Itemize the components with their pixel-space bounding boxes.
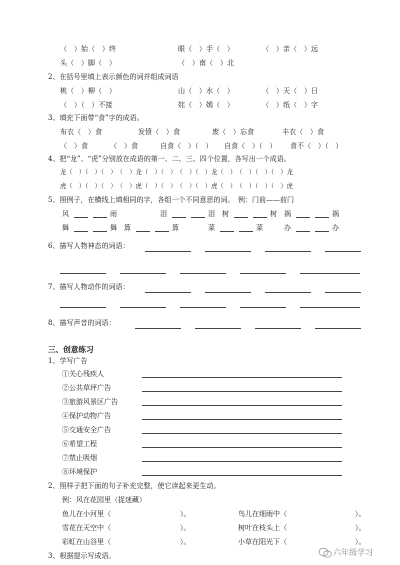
answer-line[interactable] <box>300 273 360 274</box>
sentence-end: ）。 <box>355 538 366 546</box>
blank[interactable] <box>296 231 310 232</box>
word-pair-char: 泪 <box>208 210 215 218</box>
question-6: 6、描写人物神态的词语： <box>48 242 130 250</box>
answer-line[interactable] <box>142 419 342 420</box>
sentence-stem: 鱼儿在小河里（ <box>62 510 111 518</box>
idiom-row-1c: （ ）亲（ ）远 <box>262 45 318 53</box>
word-pair-char: 祸 <box>284 210 291 218</box>
word-pair-char: 算 <box>124 224 131 232</box>
answer-line[interactable] <box>265 292 311 293</box>
color-row-2a: （ ）（ ）不接 <box>60 101 113 109</box>
answer-line[interactable] <box>325 292 361 293</box>
sentence-end: ）。 <box>180 510 191 518</box>
answer-line[interactable] <box>315 328 361 329</box>
food-idiom-4: 丰衣（ ）食 <box>282 128 324 136</box>
blank[interactable] <box>74 231 88 232</box>
sentence-stem: 鸟儿在细雨中（ <box>238 510 287 518</box>
answer-line[interactable] <box>120 307 166 308</box>
answer-line[interactable] <box>60 307 106 308</box>
answer-line[interactable] <box>240 273 286 274</box>
word-pair-char: 菜 <box>208 224 215 232</box>
word-pair-char: 泪 <box>160 210 167 218</box>
ad-topic: ⑦禁止吸烟 <box>62 454 97 462</box>
question-8: 8、描写声音的词语： <box>48 319 116 327</box>
watermark-text: 六年级学习 <box>333 548 373 557</box>
answer-line[interactable] <box>265 251 311 252</box>
color-row-1a: 桃（ ）柳（ ） <box>60 87 116 95</box>
answer-line[interactable] <box>300 307 360 308</box>
food-idiom-9: 食不（ ）（ ） <box>290 142 343 150</box>
food-idiom-8: 自食（ ）（ ） <box>224 142 277 150</box>
ad-topic: ①关心残疾人 <box>62 370 104 378</box>
section-3-title: 三、创意练习 <box>48 345 94 354</box>
answer-line[interactable] <box>205 292 251 293</box>
section-3-q2: 2、照样子把下面的句子补充完整，使它读起来更生动。 <box>48 482 221 490</box>
tiger-row: 虎（ ）（ ）（ ） （ ）虎（ ）（ ） （ ）（ ）虎（ ） （ ）（ ）（ ）虎 <box>60 183 293 190</box>
blank[interactable] <box>315 217 329 218</box>
blank[interactable] <box>93 217 107 218</box>
answer-line[interactable] <box>205 251 251 252</box>
food-idiom-2: 发愤（ ）食 <box>138 128 180 136</box>
word-pair-char: 祸 <box>332 210 339 218</box>
question-4: 4、把“龙”、“虎”分别放在成语的第一、二、三、四个位置，各写出一个成语。 <box>48 155 291 163</box>
blank[interactable] <box>93 231 107 232</box>
blank[interactable] <box>74 217 88 218</box>
answer-line[interactable] <box>60 273 106 274</box>
word-pair-char: 舞 <box>62 224 69 232</box>
blank[interactable] <box>191 217 205 218</box>
color-row-1b: 山（ ）水（ ） <box>178 87 234 95</box>
answer-line[interactable] <box>325 251 361 252</box>
color-row-2b: 姹（ ）嫣（ ） <box>178 101 234 109</box>
word-pair-char: 舞 <box>110 224 117 232</box>
answer-line[interactable] <box>180 307 226 308</box>
blank[interactable] <box>234 217 248 218</box>
answer-line[interactable] <box>142 391 342 392</box>
answer-line[interactable] <box>135 328 181 329</box>
ad-topic: ⑧环境保护 <box>62 468 97 476</box>
section-3-q1: 1、学写广告 <box>48 357 88 365</box>
food-idiom-3: 废（ ）忘食 <box>212 128 254 136</box>
sentence-end: ）。 <box>180 524 191 532</box>
sentence-stem: 小草在阳光下（ <box>238 538 287 546</box>
answer-line[interactable] <box>142 461 342 462</box>
word-pair-char: 算 <box>172 224 179 232</box>
dragon-row: 龙（ ）（ ）（ ） （ ）龙（ ）（ ） （ ）（ ）龙（ ） （ ）（ ）（ ）龙 <box>60 169 293 176</box>
answer-line[interactable] <box>145 292 191 293</box>
food-idiom-7: 自食（ ）（ ） <box>160 142 213 150</box>
question-3: 3、填充下面带“食”字的成语。 <box>48 114 144 122</box>
word-pair-char: 雨 <box>110 210 117 218</box>
answer-line[interactable] <box>142 447 342 448</box>
sentence-stem: 树叶在枝头上（ <box>238 524 287 532</box>
answer-line[interactable] <box>180 273 226 274</box>
color-row-1c: （ ）天（ ）日 <box>262 87 318 95</box>
ad-topic: ④保护动物广告 <box>62 412 111 420</box>
question-7: 7、描写人物动作的词语： <box>48 283 130 291</box>
idiom-row-2a: 头（ ）脚（ ） <box>60 59 116 67</box>
blank[interactable] <box>253 217 267 218</box>
blank[interactable] <box>296 217 310 218</box>
answer-line[interactable] <box>142 433 342 434</box>
answer-line[interactable] <box>145 251 191 252</box>
word-pair-char: 办 <box>332 224 339 232</box>
section-3-q3: 3、根据提示写成语。 <box>48 552 116 560</box>
food-idiom-6: （ ）食 <box>110 142 138 150</box>
blank[interactable] <box>239 231 253 232</box>
blank[interactable] <box>172 217 186 218</box>
sentence-stem: 雪花在天空中（ <box>62 524 111 532</box>
idiom-row-1b: 眼（ ）手（ ） <box>178 45 234 53</box>
word-pair-char: 办 <box>284 224 291 232</box>
ad-topic: ⑥希望工程 <box>62 440 97 448</box>
ad-topic: ③旅游风景区广告 <box>62 398 118 406</box>
blank[interactable] <box>136 231 150 232</box>
answer-line[interactable] <box>120 273 166 274</box>
idiom-row-2b: （ ）南（ ）北 <box>178 59 234 67</box>
example-sentence: 例：风在花园里（捉迷藏） <box>62 496 146 504</box>
answer-line[interactable] <box>142 475 342 476</box>
word-pair-char: 风 <box>62 210 69 218</box>
ad-topic: ②公共草坪广告 <box>62 384 111 392</box>
watermark-icon <box>318 547 332 561</box>
sentence-end: ）。 <box>355 510 366 518</box>
blank[interactable] <box>315 231 329 232</box>
food-idiom-5: （ ）食 <box>60 142 88 150</box>
ad-topic: ⑤交通安全广告 <box>62 426 111 434</box>
idiom-row-1a: （ ）始（ ）终 <box>60 45 116 53</box>
question-2: 2、在括号里填上表示颜色的词并组成词语 <box>48 73 179 81</box>
word-pair-char: 树 <box>270 210 277 218</box>
answer-line[interactable] <box>142 405 342 406</box>
answer-line[interactable] <box>195 328 241 329</box>
sentence-stem: 彩虹在山谷里（ <box>62 538 111 546</box>
blank[interactable] <box>155 231 169 232</box>
blank[interactable] <box>220 231 234 232</box>
word-pair-char: 菜 <box>256 224 263 232</box>
answer-line[interactable] <box>142 377 342 378</box>
color-row-2c: （ ）纸（ ）字 <box>262 101 318 109</box>
question-5: 5、照例子，在横线上填相同的字，各组一个不同意思的词。 例：门前——前门 <box>48 196 294 204</box>
food-idiom-1: 布衣（ ）食 <box>60 128 102 136</box>
sentence-end: ）。 <box>355 524 366 532</box>
answer-line[interactable] <box>255 328 301 329</box>
word-pair-char: 树 <box>222 210 229 218</box>
sentence-end: ）。 <box>180 538 191 546</box>
answer-line[interactable] <box>240 307 286 308</box>
